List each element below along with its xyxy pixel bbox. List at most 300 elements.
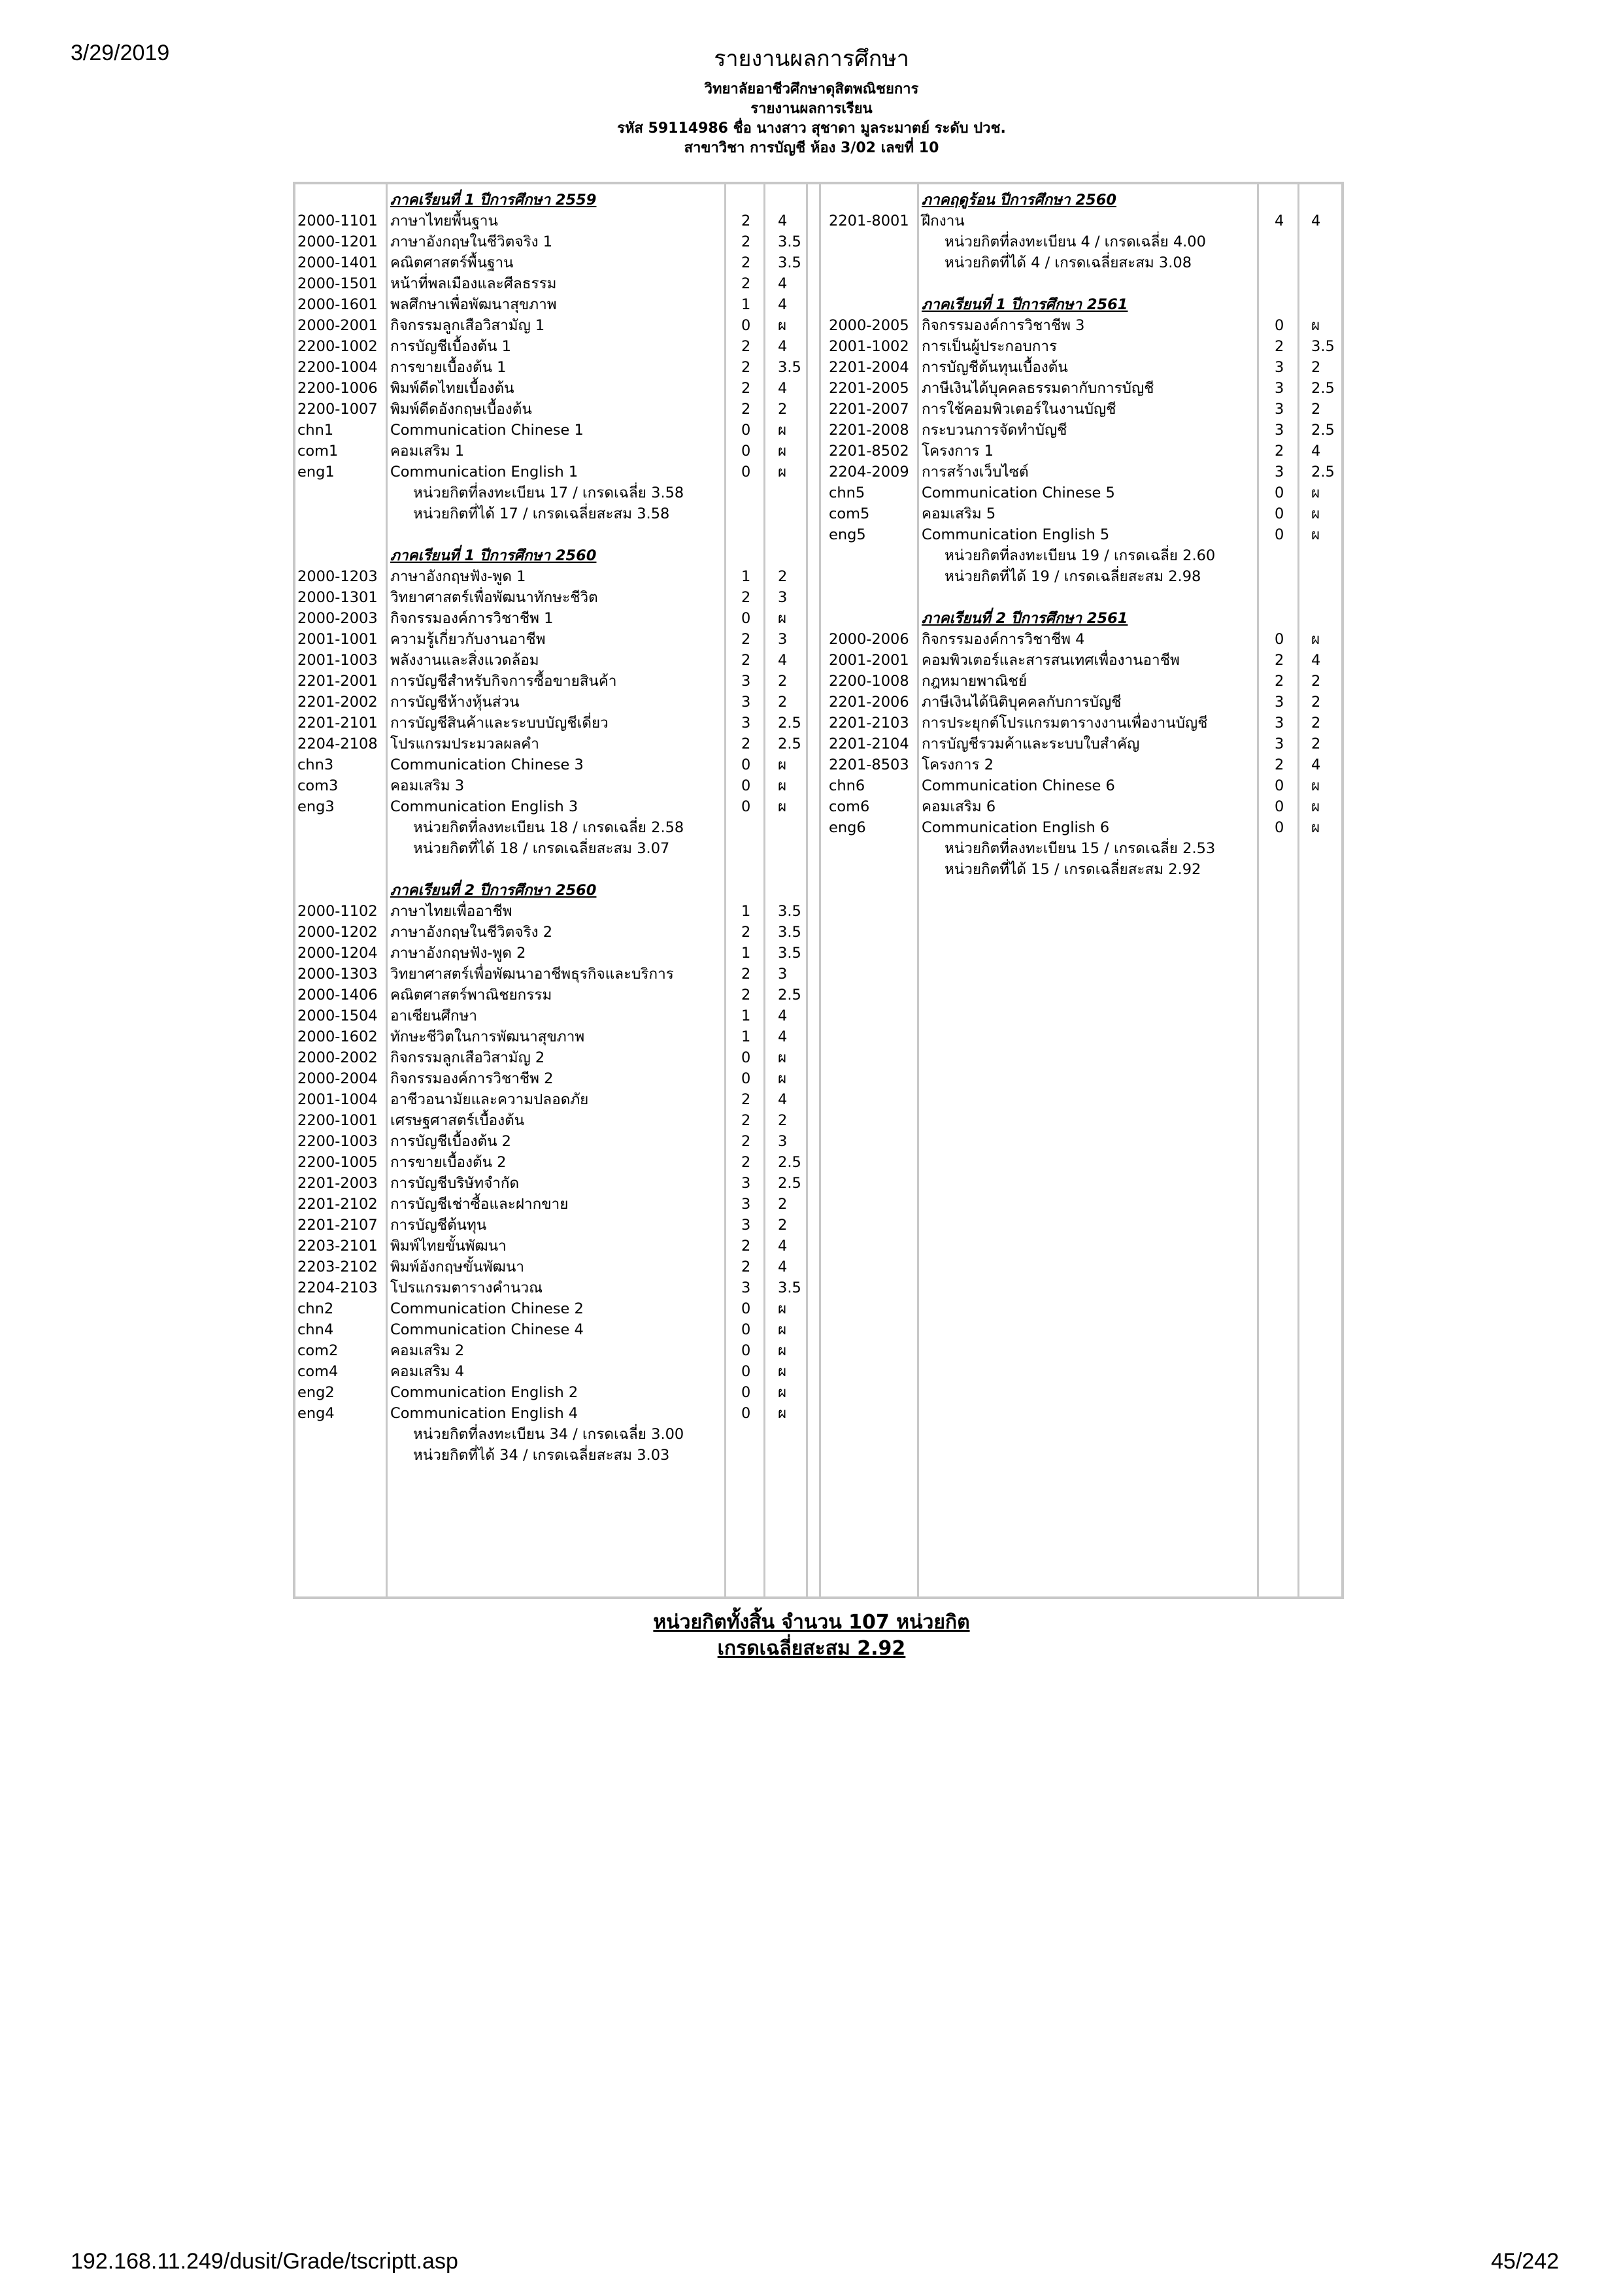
course-name: ภาษาอังกฤษฟัง-พูด 1 bbox=[390, 568, 526, 585]
course-grade: 2 bbox=[778, 1196, 788, 1213]
course-credit: 0 bbox=[1275, 317, 1284, 334]
course-name: โครงการ 1 bbox=[922, 443, 994, 460]
course-credit: 2 bbox=[1275, 673, 1284, 690]
course-grade: 4 bbox=[778, 275, 788, 292]
course-code: 2200-1002 bbox=[297, 338, 378, 355]
course-code: 2203-2102 bbox=[297, 1258, 378, 1275]
course-code: 2200-1005 bbox=[297, 1154, 378, 1171]
course-credit: 0 bbox=[741, 777, 751, 794]
course-code: 2000-2001 bbox=[297, 317, 378, 334]
course-credit: 3 bbox=[741, 715, 751, 732]
course-name: Communication English 1 bbox=[390, 464, 578, 481]
course-credit: 0 bbox=[741, 317, 751, 334]
course-grade: ผ bbox=[778, 1070, 787, 1087]
course-code: com4 bbox=[297, 1363, 339, 1380]
course-credit: 3 bbox=[1275, 464, 1284, 481]
course-credit: 2 bbox=[1275, 756, 1284, 773]
course-credit: 3 bbox=[1275, 735, 1284, 752]
course-code: com1 bbox=[297, 443, 339, 460]
course-grade: 4 bbox=[778, 1258, 788, 1275]
course-code: com6 bbox=[829, 798, 870, 815]
course-name: คณิตศาสตร์พื้นฐาน bbox=[390, 254, 514, 271]
course-grade: 4 bbox=[778, 380, 788, 397]
course-credit: 1 bbox=[741, 568, 751, 585]
course-grade: ผ bbox=[778, 464, 787, 481]
course-grade: ผ bbox=[778, 1321, 787, 1338]
semester-summary: หน่วยกิตที่ลงทะเบียน 17 / เกรดเฉลี่ย 3.58 bbox=[413, 484, 684, 501]
course-name: คอมพิวเตอร์และสารสนเทศเพื่องานอาชีพ bbox=[922, 652, 1180, 669]
course-grade: 3.5 bbox=[778, 903, 801, 920]
course-name: โปรแกรมประมวลผลคำ bbox=[390, 735, 539, 752]
semester-summary: หน่วยกิตที่ลงทะเบียน 34 / เกรดเฉลี่ย 3.00 bbox=[413, 1426, 684, 1443]
course-name: คอมเสริม 4 bbox=[390, 1363, 465, 1380]
course-credit: 2 bbox=[741, 924, 751, 941]
program-info: สาขาวิชา การบัญชี ห้อง 3/02 เลขที่ 10 bbox=[684, 140, 939, 156]
semester-summary: หน่วยกิตที่ได้ 17 / เกรดเฉลี่ยสะสม 3.58 bbox=[413, 505, 670, 522]
report-header bbox=[0, 80, 1623, 158]
course-grade: ผ bbox=[1311, 317, 1320, 334]
course-credit: 0 bbox=[1275, 798, 1284, 815]
course-code: 2000-2006 bbox=[829, 631, 909, 648]
course-grade: 2 bbox=[1311, 401, 1321, 418]
course-grade: 4 bbox=[778, 652, 788, 669]
course-name: Communication Chinese 1 bbox=[390, 422, 584, 439]
course-grade: ผ bbox=[1311, 526, 1320, 543]
course-grade: 3.5 bbox=[1311, 338, 1335, 355]
course-code: 2204-2108 bbox=[297, 735, 378, 752]
course-credit: 0 bbox=[741, 1342, 751, 1359]
course-code: 2201-2101 bbox=[297, 715, 378, 732]
course-code: 2001-1003 bbox=[297, 652, 378, 669]
course-name: การบัญชีเบื้องต้น 2 bbox=[390, 1133, 511, 1150]
course-credit: 2 bbox=[741, 1258, 751, 1275]
course-name: หน้าที่พลเมืองและศีลธรรม bbox=[390, 275, 557, 292]
course-credit: 3 bbox=[741, 673, 751, 690]
course-credit: 2 bbox=[741, 254, 751, 271]
course-credit: 4 bbox=[1275, 212, 1284, 229]
course-code: chn3 bbox=[297, 756, 334, 773]
course-credit: 2 bbox=[741, 338, 751, 355]
course-code: 2201-2008 bbox=[829, 422, 909, 439]
cumulative-gpa: เกรดเฉลี่ยสะสม 2.92 bbox=[717, 1637, 906, 1660]
course-grade: 2 bbox=[1311, 359, 1321, 376]
course-grade: 2 bbox=[1311, 715, 1321, 732]
semester-summary: หน่วยกิตที่ลงทะเบียน 4 / เกรดเฉลี่ย 4.00 bbox=[945, 233, 1206, 250]
course-name: ทักษะชีวิตในการพัฒนาสุขภาพ bbox=[390, 1028, 585, 1045]
course-code: 2204-2009 bbox=[829, 464, 909, 481]
course-grade: 2 bbox=[778, 673, 788, 690]
course-code: 2000-1204 bbox=[297, 945, 378, 962]
course-credit: 0 bbox=[741, 443, 751, 460]
course-grade: 2 bbox=[778, 1112, 788, 1129]
semester-summary: หน่วยกิตที่ลงทะเบียน 15 / เกรดเฉลี่ย 2.53 bbox=[945, 840, 1216, 857]
course-name: การบัญชีบริษัทจำกัด bbox=[390, 1175, 520, 1192]
course-credit: 0 bbox=[741, 798, 751, 815]
course-code: 2203-2101 bbox=[297, 1238, 378, 1255]
course-credit: 2 bbox=[741, 1133, 751, 1150]
course-name: กระบวนการจัดทำบัญชี bbox=[922, 422, 1067, 439]
course-code: 2201-2006 bbox=[829, 694, 909, 711]
course-credit: 3 bbox=[1275, 694, 1284, 711]
course-grade: 2.5 bbox=[778, 1175, 801, 1192]
semester-summary: หน่วยกิตที่ลงทะเบียน 19 / เกรดเฉลี่ย 2.60 bbox=[945, 547, 1216, 564]
print-title: รายงานผลการศึกษา bbox=[714, 46, 909, 72]
course-grade: 4 bbox=[1311, 652, 1321, 669]
course-name: การบัญชีสินค้าและระบบบัญชีเดี่ยว bbox=[390, 715, 609, 732]
course-name: โปรแกรมตารางคำนวณ bbox=[390, 1279, 543, 1296]
course-code: eng4 bbox=[297, 1405, 335, 1422]
course-name: Communication English 3 bbox=[390, 798, 578, 815]
course-grade: ผ bbox=[778, 1300, 787, 1317]
course-credit: 0 bbox=[1275, 631, 1284, 648]
course-name: คอมเสริม 2 bbox=[390, 1342, 465, 1359]
course-code: com2 bbox=[297, 1342, 339, 1359]
course-code: eng3 bbox=[297, 798, 335, 815]
course-name: ภาษาไทยพื้นฐาน bbox=[390, 212, 498, 229]
course-credit: 0 bbox=[1275, 526, 1284, 543]
course-credit: 2 bbox=[741, 1091, 751, 1108]
course-credit: 3 bbox=[1275, 715, 1284, 732]
course-grade: ผ bbox=[778, 317, 787, 334]
course-name: ฝึกงาน bbox=[922, 212, 965, 229]
course-name: วิทยาศาสตร์เพื่อพัฒนาอาชีพธุรกิจและบริการ bbox=[390, 966, 674, 983]
course-grade: ผ bbox=[778, 422, 787, 439]
course-code: 2000-2002 bbox=[297, 1049, 378, 1066]
course-grade: 3.5 bbox=[778, 945, 801, 962]
course-name: Communication English 5 bbox=[922, 526, 1110, 543]
course-grade: 3.5 bbox=[778, 1279, 801, 1296]
course-credit: 2 bbox=[741, 233, 751, 250]
course-code: 2000-1203 bbox=[297, 568, 378, 585]
course-grade: ผ bbox=[778, 1049, 787, 1066]
course-credit: 3 bbox=[741, 1175, 751, 1192]
print-url: 192.168.11.249/dusit/Grade/tscriptt.asp bbox=[71, 2249, 458, 2274]
course-code: 2200-1001 bbox=[297, 1112, 378, 1129]
course-name: ภาษาอังกฤษฟัง-พูด 2 bbox=[390, 945, 526, 962]
course-name: Communication Chinese 4 bbox=[390, 1321, 584, 1338]
course-code: 2000-1406 bbox=[297, 987, 378, 1004]
course-name: พิมพ์ดีดอังกฤษเบื้องต้น bbox=[390, 401, 532, 418]
course-name: การขายเบื้องต้น 1 bbox=[390, 359, 507, 376]
course-name: กฎหมายพาณิชย์ bbox=[922, 673, 1028, 690]
course-name: การใช้คอมพิวเตอร์ในงานบัญชี bbox=[922, 401, 1116, 418]
course-name: เศรษฐศาสตร์เบื้องต้น bbox=[390, 1112, 525, 1129]
course-credit: 3 bbox=[741, 694, 751, 711]
course-code: 2000-1102 bbox=[297, 903, 378, 920]
course-grade: 2 bbox=[778, 694, 788, 711]
course-credit: 0 bbox=[741, 422, 751, 439]
divider-right-name bbox=[1257, 184, 1259, 1596]
course-credit: 3 bbox=[1275, 401, 1284, 418]
course-code: 2201-2005 bbox=[829, 380, 909, 397]
course-name: การบัญชีรวมค้าและระบบใบสำคัญ bbox=[922, 735, 1140, 752]
course-grade: ผ bbox=[778, 756, 787, 773]
course-code: eng1 bbox=[297, 464, 335, 481]
course-grade: ผ bbox=[1311, 777, 1320, 794]
course-grade: ผ bbox=[778, 1405, 787, 1422]
course-grade: 2.5 bbox=[1311, 422, 1335, 439]
course-grade: 3.5 bbox=[778, 924, 801, 941]
course-code: 2201-2004 bbox=[829, 359, 909, 376]
course-grade: 4 bbox=[778, 1238, 788, 1255]
course-grade: 4 bbox=[778, 1028, 788, 1045]
course-credit: 2 bbox=[741, 275, 751, 292]
course-name: ภาษีเงินได้นิติบุคคลกับการบัญชี bbox=[922, 694, 1122, 711]
course-code: eng2 bbox=[297, 1384, 335, 1401]
course-grade: 3 bbox=[778, 966, 788, 983]
course-name: ภาษีเงินได้บุคคลธรรมดากับการบัญชี bbox=[922, 380, 1154, 397]
course-code: 2000-1401 bbox=[297, 254, 378, 271]
course-credit: 0 bbox=[741, 1405, 751, 1422]
course-name: กิจกรรมลูกเสือวิสามัญ 1 bbox=[390, 317, 545, 334]
course-name: การบัญชีเช่าซื้อและฝากขาย bbox=[390, 1196, 569, 1213]
course-grade: 3 bbox=[778, 631, 788, 648]
course-name: พิมพ์อังกฤษขั้นพัฒนา bbox=[390, 1258, 525, 1275]
course-grade: 3 bbox=[778, 589, 788, 606]
course-grade: 4 bbox=[1311, 443, 1321, 460]
course-name: โครงการ 2 bbox=[922, 756, 994, 773]
course-name: Communication Chinese 5 bbox=[922, 484, 1115, 501]
course-name: การบัญชีต้นทุน bbox=[390, 1217, 487, 1234]
course-grade: 3.5 bbox=[778, 233, 801, 250]
course-credit: 0 bbox=[1275, 777, 1284, 794]
course-name: กิจกรรมองค์การวิชาชีพ 1 bbox=[390, 610, 554, 627]
course-credit: 2 bbox=[741, 212, 751, 229]
course-code: 2200-1003 bbox=[297, 1133, 378, 1150]
course-grade: ผ bbox=[1311, 505, 1320, 522]
course-name: คอมเสริม 3 bbox=[390, 777, 465, 794]
course-code: 2201-2102 bbox=[297, 1196, 378, 1213]
course-name: ความรู้เกี่ยวกับงานอาชีพ bbox=[390, 631, 546, 648]
course-credit: 2 bbox=[1275, 443, 1284, 460]
semester-heading: ภาคเรียนที่ 1 ปีการศึกษา 2559 bbox=[390, 192, 597, 209]
semester-heading: ภาคเรียนที่ 2 ปีการศึกษา 2561 bbox=[922, 610, 1128, 627]
course-name: คอมเสริม 5 bbox=[922, 505, 996, 522]
course-code: 2201-8001 bbox=[829, 212, 909, 229]
course-name: กิจกรรมองค์การวิชาชีพ 4 bbox=[922, 631, 1085, 648]
course-credit: 2 bbox=[741, 380, 751, 397]
course-code: 2001-2001 bbox=[829, 652, 909, 669]
course-name: Communication Chinese 3 bbox=[390, 756, 584, 773]
course-code: 2201-8503 bbox=[829, 756, 909, 773]
course-name: Communication English 4 bbox=[390, 1405, 578, 1422]
course-credit: 2 bbox=[741, 359, 751, 376]
course-credit: 1 bbox=[741, 1007, 751, 1024]
course-code: chn1 bbox=[297, 422, 334, 439]
course-credit: 2 bbox=[741, 631, 751, 648]
course-grade: 2.5 bbox=[1311, 464, 1335, 481]
course-name: การบัญชีห้างหุ้นส่วน bbox=[390, 694, 520, 711]
course-name: การสร้างเว็บไซต์ bbox=[922, 464, 1029, 481]
course-credit: 2 bbox=[741, 652, 751, 669]
semester-heading: ภาคเรียนที่ 1 ปีการศึกษา 2560 bbox=[390, 547, 597, 564]
course-name: Communication English 2 bbox=[390, 1384, 578, 1401]
course-grade: 3.5 bbox=[778, 359, 801, 376]
course-credit: 2 bbox=[741, 735, 751, 752]
course-name: คอมเสริม 1 bbox=[390, 443, 465, 460]
course-grade: 4 bbox=[778, 1007, 788, 1024]
course-credit: 0 bbox=[1275, 484, 1284, 501]
course-code: com5 bbox=[829, 505, 870, 522]
course-credit: 0 bbox=[1275, 819, 1284, 836]
course-code: chn4 bbox=[297, 1321, 334, 1338]
course-code: 2000-2005 bbox=[829, 317, 909, 334]
report-title: รายงานผลการเรียน bbox=[750, 101, 873, 117]
course-grade: 2 bbox=[1311, 694, 1321, 711]
divider-left-code bbox=[386, 184, 388, 1596]
divider-left-grade bbox=[806, 184, 808, 1596]
semester-summary: หน่วยกิตที่ได้ 15 / เกรดเฉลี่ยสะสม 2.92 bbox=[945, 861, 1201, 878]
divider-left-name bbox=[724, 184, 726, 1596]
course-code: chn5 bbox=[829, 484, 865, 501]
course-credit: 2 bbox=[1275, 652, 1284, 669]
course-credit: 0 bbox=[741, 464, 751, 481]
course-credit: 2 bbox=[741, 589, 751, 606]
course-credit: 2 bbox=[741, 401, 751, 418]
course-credit: 0 bbox=[1275, 505, 1284, 522]
course-code: 2000-2004 bbox=[297, 1070, 378, 1087]
course-credit: 3 bbox=[741, 1217, 751, 1234]
course-credit: 1 bbox=[741, 1028, 751, 1045]
course-credit: 0 bbox=[741, 756, 751, 773]
course-credit: 3 bbox=[741, 1196, 751, 1213]
course-name: ภาษาอังกฤษในชีวิตจริง 1 bbox=[390, 233, 553, 250]
course-grade: 4 bbox=[1311, 756, 1321, 773]
course-code: 2200-1004 bbox=[297, 359, 378, 376]
course-code: com3 bbox=[297, 777, 339, 794]
course-name: กิจกรรมองค์การวิชาชีพ 3 bbox=[922, 317, 1085, 334]
course-name: การบัญชีสำหรับกิจการซื้อขายสินค้า bbox=[390, 673, 617, 690]
course-credit: 0 bbox=[741, 610, 751, 627]
course-credit: 2 bbox=[741, 1112, 751, 1129]
course-name: การเป็นผู้ประกอบการ bbox=[922, 338, 1058, 355]
course-code: eng6 bbox=[829, 819, 866, 836]
course-grade: 4 bbox=[778, 338, 788, 355]
course-name: Communication Chinese 2 bbox=[390, 1300, 584, 1317]
course-code: 2001-1002 bbox=[829, 338, 909, 355]
course-code: 2200-1007 bbox=[297, 401, 378, 418]
course-credit: 0 bbox=[741, 1070, 751, 1087]
course-name: พิมพ์ไทยขั้นพัฒนา bbox=[390, 1238, 507, 1255]
course-grade: 3.5 bbox=[778, 254, 801, 271]
course-grade: ผ bbox=[1311, 484, 1320, 501]
course-code: 2000-1501 bbox=[297, 275, 378, 292]
course-grade: 2.5 bbox=[778, 987, 801, 1004]
course-name: คณิตศาสตร์พาณิชยกรรม bbox=[390, 987, 552, 1004]
course-code: 2201-2107 bbox=[297, 1217, 378, 1234]
course-code: 2000-1601 bbox=[297, 296, 378, 313]
divider-left-credit bbox=[763, 184, 765, 1596]
course-credit: 0 bbox=[741, 1363, 751, 1380]
course-name: การประยุกต์โปรแกรมตารางงานเพื่องานบัญชี bbox=[922, 715, 1208, 732]
divider-right-code bbox=[917, 184, 919, 1596]
course-name: การบัญชีต้นทุนเบื้องต้น bbox=[922, 359, 1068, 376]
semester-summary: หน่วยกิตที่ได้ 19 / เกรดเฉลี่ยสะสม 2.98 bbox=[945, 568, 1201, 585]
semester-heading: ภาคเรียนที่ 2 ปีการศึกษา 2560 bbox=[390, 882, 597, 899]
course-code: 2000-1201 bbox=[297, 233, 378, 250]
course-credit: 3 bbox=[1275, 359, 1284, 376]
course-grade: ผ bbox=[778, 798, 787, 815]
course-name: คอมเสริม 6 bbox=[922, 798, 996, 815]
course-code: eng5 bbox=[829, 526, 866, 543]
semester-heading: ภาคฤดูร้อน ปีการศึกษา 2560 bbox=[922, 192, 1117, 209]
course-grade: 2.5 bbox=[778, 1154, 801, 1171]
course-code: 2201-2104 bbox=[829, 735, 909, 752]
course-grade: ผ bbox=[778, 1342, 787, 1359]
course-credit: 3 bbox=[741, 1279, 751, 1296]
course-grade: 2.5 bbox=[1311, 380, 1335, 397]
course-code: 2200-1006 bbox=[297, 380, 378, 397]
course-credit: 3 bbox=[1275, 422, 1284, 439]
course-grade: ผ bbox=[1311, 819, 1320, 836]
course-credit: 0 bbox=[741, 1049, 751, 1066]
course-credit: 2 bbox=[741, 1238, 751, 1255]
course-code: 2001-1004 bbox=[297, 1091, 378, 1108]
course-name: กิจกรรมองค์การวิชาชีพ 2 bbox=[390, 1070, 554, 1087]
course-grade: 2.5 bbox=[778, 735, 801, 752]
course-grade: 4 bbox=[778, 212, 788, 229]
semester-summary: หน่วยกิตที่ได้ 34 / เกรดเฉลี่ยสะสม 3.03 bbox=[413, 1447, 670, 1464]
course-grade: ผ bbox=[778, 443, 787, 460]
semester-summary: หน่วยกิตที่ได้ 4 / เกรดเฉลี่ยสะสม 3.08 bbox=[945, 254, 1192, 271]
course-name: วิทยาศาสตร์เพื่อพัฒนาทักษะชีวิต bbox=[390, 589, 598, 606]
school-name: วิทยาลัยอาชีวศึกษาดุสิตพณิชยการ bbox=[704, 81, 919, 97]
course-credit: 3 bbox=[1275, 380, 1284, 397]
divider-center bbox=[819, 184, 821, 1596]
student-info: รหัส 59114986 ชื่อ นางสาว สุชาดา มูลระมาตย์ ระดับ ปวช. bbox=[617, 120, 1006, 137]
course-name: การบัญชีเบื้องต้น 1 bbox=[390, 338, 511, 355]
course-grade: 2 bbox=[778, 401, 788, 418]
course-credit: 2 bbox=[1275, 338, 1284, 355]
course-code: 2000-2003 bbox=[297, 610, 378, 627]
course-credit: 1 bbox=[741, 903, 751, 920]
course-code: 2000-1301 bbox=[297, 589, 378, 606]
course-code: 2000-1303 bbox=[297, 966, 378, 983]
course-grade: ผ bbox=[778, 1363, 787, 1380]
course-name: อาเซียนศึกษา bbox=[390, 1007, 478, 1024]
course-grade: ผ bbox=[1311, 631, 1320, 648]
course-credit: 0 bbox=[741, 1384, 751, 1401]
course-name: พลังงานและสิ่งแวดล้อม bbox=[390, 652, 539, 669]
course-code: chn6 bbox=[829, 777, 865, 794]
course-code: 2200-1008 bbox=[829, 673, 909, 690]
course-grade: 3 bbox=[778, 1133, 788, 1150]
course-name: การขายเบื้องต้น 2 bbox=[390, 1154, 507, 1171]
course-code: 2201-2003 bbox=[297, 1175, 378, 1192]
course-grade: ผ bbox=[778, 610, 787, 627]
course-credit: 0 bbox=[741, 1321, 751, 1338]
course-grade: ผ bbox=[778, 777, 787, 794]
course-name: Communication English 6 bbox=[922, 819, 1110, 836]
course-grade: ผ bbox=[778, 1384, 787, 1401]
course-code: 2201-8502 bbox=[829, 443, 909, 460]
course-grade: 4 bbox=[778, 1091, 788, 1108]
course-grade: 2 bbox=[1311, 673, 1321, 690]
course-code: 2001-1001 bbox=[297, 631, 378, 648]
course-grade: ผ bbox=[1311, 798, 1320, 815]
course-credit: 2 bbox=[741, 966, 751, 983]
course-name: พิมพ์ดีดไทยเบื้องต้น bbox=[390, 380, 514, 397]
course-credit: 2 bbox=[741, 987, 751, 1004]
course-grade: 2 bbox=[778, 1217, 788, 1234]
semester-summary: หน่วยกิตที่ได้ 18 / เกรดเฉลี่ยสะสม 3.07 bbox=[413, 840, 670, 857]
course-grade: 4 bbox=[1311, 212, 1321, 229]
course-grade: 2.5 bbox=[778, 715, 801, 732]
course-name: ภาษาอังกฤษในชีวิตจริง 2 bbox=[390, 924, 553, 941]
course-code: 2201-2007 bbox=[829, 401, 909, 418]
course-grade: 4 bbox=[778, 296, 788, 313]
course-credit: 2 bbox=[741, 1154, 751, 1171]
